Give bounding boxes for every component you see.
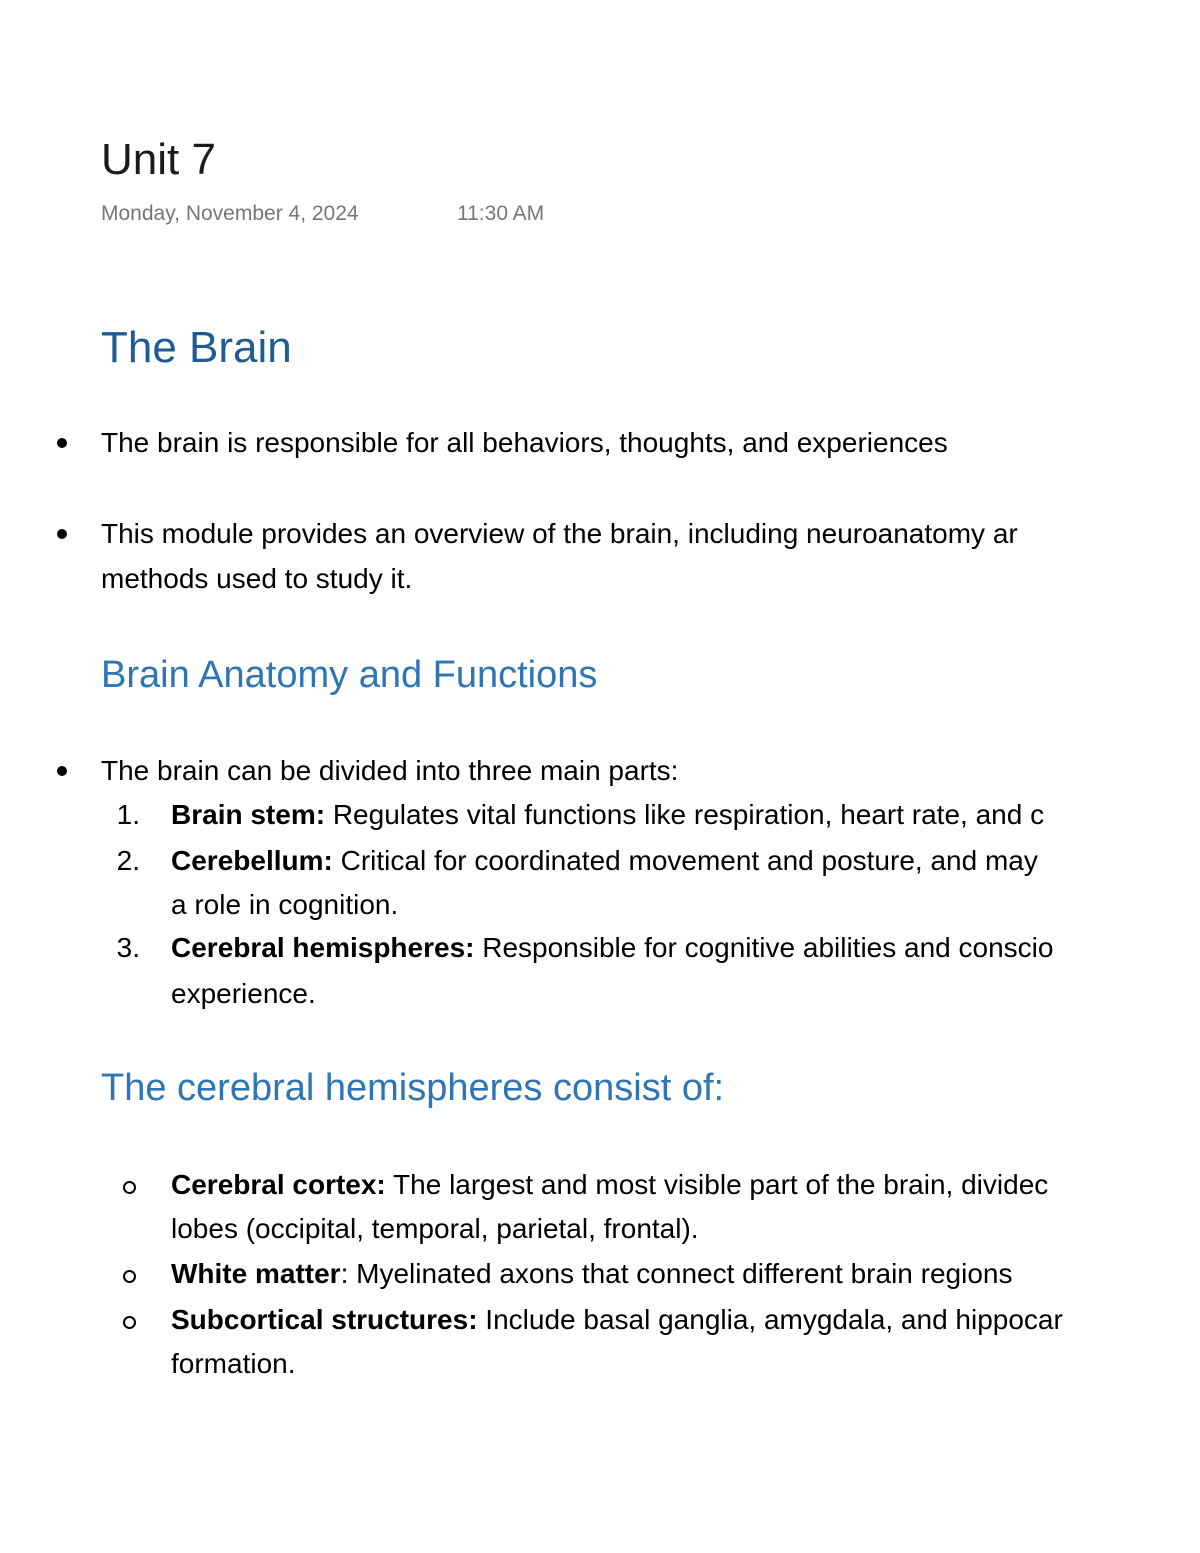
list-item: This module provides an overview of the brain, including neuroanatomy ar	[101, 518, 1018, 549]
term: Cerebellum:	[171, 845, 333, 876]
list-intro: The brain can be divided into three main parts:	[101, 755, 679, 786]
sub-list-item	[171, 1302, 1063, 1338]
term: Cerebral cortex:	[171, 1169, 386, 1200]
sub-list-item	[171, 1256, 1012, 1292]
bullet-icon	[57, 766, 67, 776]
sub-list-item-continuation: lobes (occipital, temporal, parietal, frontal).	[171, 1213, 699, 1244]
term: Cerebral hemispheres:	[171, 932, 475, 963]
description: The largest and most visible part of the brain, dividec	[385, 1169, 1049, 1200]
description: : Myelinated axons that connect different brain regions	[340, 1258, 1013, 1289]
list-item: The brain is responsible for all behaviors, thoughts, and experiences	[101, 427, 948, 458]
sub-list-item	[171, 1167, 1048, 1203]
hollow-bullet-icon	[123, 1181, 136, 1194]
description: Critical for coordinated movement and posture, and may	[332, 845, 1038, 876]
numbered-item	[171, 797, 1044, 833]
heading-the-brain: The Brain	[101, 323, 292, 372]
heading-cerebral-hemispheres: The cerebral hemispheres consist of:	[101, 1067, 725, 1109]
description: Responsible for cognitive abilities and conscio	[474, 932, 1054, 963]
term: White matter	[171, 1258, 341, 1289]
heading-brain-anatomy: Brain Anatomy and Functions	[101, 654, 598, 696]
numbered-item	[171, 843, 1038, 879]
sub-list-item-continuation: formation.	[171, 1348, 296, 1379]
description: Regulates vital functions like respiration, heart rate, and c	[325, 799, 1045, 830]
hollow-bullet-icon	[123, 1270, 136, 1283]
hollow-bullet-icon	[123, 1316, 136, 1329]
numbered-item-continuation: a role in cognition.	[171, 889, 399, 920]
list-number: 1.	[116, 799, 140, 830]
bullet-icon	[57, 438, 67, 448]
note-time: 11:30 AM	[457, 202, 545, 225]
term: Subcortical structures:	[171, 1304, 478, 1335]
page-title: Unit 7	[101, 135, 216, 184]
numbered-item	[171, 930, 1053, 966]
bullet-icon	[57, 529, 67, 539]
list-number: 3.	[116, 932, 140, 963]
term: Brain stem:	[171, 799, 326, 830]
list-number: 2.	[116, 845, 140, 876]
numbered-item-continuation: experience.	[171, 978, 316, 1009]
note-date: Monday, November 4, 2024	[101, 202, 359, 225]
description: Include basal ganglia, amygdala, and hippocar	[477, 1304, 1063, 1335]
list-item-continuation: methods used to study it.	[101, 563, 413, 594]
